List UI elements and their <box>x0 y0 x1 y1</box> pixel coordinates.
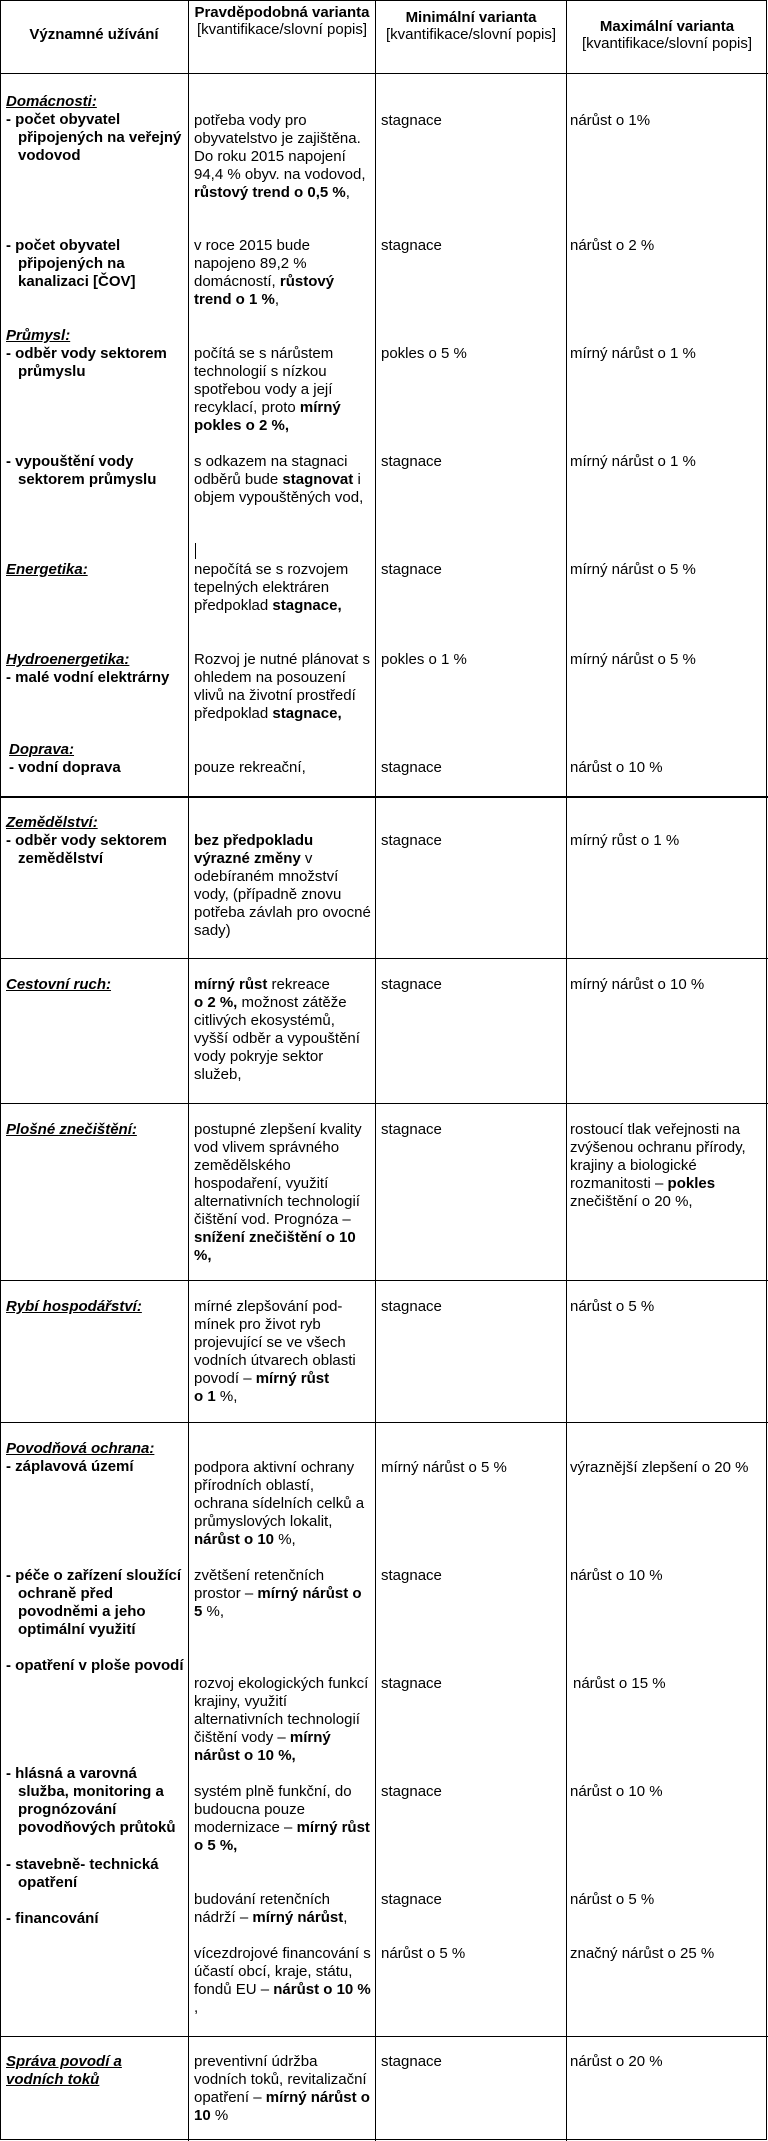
header-sublabel: [kvantifikace/slovní popis] <box>196 21 368 38</box>
probable-cell <box>194 832 372 940</box>
maximal-cell: nárůst o 10 % <box>570 759 663 776</box>
cell-bold: mírný nárůst <box>252 1909 344 1926</box>
minimal-cell: pokles o 5 % <box>381 345 467 362</box>
cell-text: vícezdrojové financování s účastí obcí, kraje, státu, fondů EU – <box>194 1945 371 1998</box>
probable-cell <box>194 1121 372 1265</box>
probable-cell <box>194 1891 372 1927</box>
maximal-cell: nárůst o 1% <box>570 112 651 129</box>
cell-bold: mírný nárůst o 10 <box>194 2089 370 2124</box>
probable-cell <box>194 1298 372 1406</box>
usage-cell <box>6 1765 184 1837</box>
usage-item: - vypouštění vody sektorem průmyslu <box>6 453 157 488</box>
section-title: Hydroenergetika: <box>6 651 130 668</box>
cell-text: mírné zlepšování pod-mínek pro život ryb projevující se ve všech vodních útvarech oblasti povodí – <box>194 1298 356 1387</box>
usage-item: - hlásná a varovná služba, monitoring a prognózování povodňových průtoků <box>6 1765 176 1836</box>
usage-cell <box>6 651 184 687</box>
cell-bold: růstový trend o 1 % <box>194 273 335 308</box>
usage-item: - stavebně- technická opatření <box>6 1856 159 1891</box>
usage-item: - počet obyvatel připojených na veřejný vodovod <box>6 111 182 164</box>
usage-cell <box>6 814 184 868</box>
cell-bold: mírný nárůst o 10 %, <box>194 1729 331 1764</box>
usage-cell <box>6 1298 184 1316</box>
row-divider <box>0 1280 768 1281</box>
header-sublabel: [kvantifikace/slovní popis] <box>581 35 753 52</box>
minimal-cell: pokles o 1 % <box>381 651 467 668</box>
cell-bold: mírný nárůst o 5 <box>194 1585 362 1620</box>
section-title: Doprava: <box>9 741 75 758</box>
cell-bold: snížení znečištění o 10 %, <box>194 1229 356 1264</box>
cell-text: systém plně funkční, do budoucna pouze modernizace – <box>194 1783 352 1836</box>
maximal-cell: nárůst o 20 % <box>570 2053 663 2070</box>
usage-item: - počet obyvatel připojených na kanalizaci [ČOV] <box>6 237 136 290</box>
cell-bold: mírný pokles o 2 %, <box>194 399 341 434</box>
maximal-cell: nárůst o 5 % <box>570 1298 655 1315</box>
maximal-cell: mírný nárůst o 5 % <box>570 651 696 668</box>
cell-text: potřeba vody pro obyvatelstvo je zajištěna. Do roku 2015 napojení 94,4 % obyv. na vodovod, <box>194 112 366 183</box>
header-label: Maximální varianta <box>599 18 735 35</box>
row-divider <box>0 796 768 798</box>
text-cursor <box>195 543 196 559</box>
header-col-maximal <box>567 18 767 52</box>
column-divider <box>566 0 567 2141</box>
cell-text: s odkazem na stagnaci odběrů bude <box>194 453 348 488</box>
section-title: Plošné znečištění: <box>6 1121 137 1138</box>
minimal-cell: stagnace <box>381 1298 442 1315</box>
cell-text: i objem vypouštěných vod, <box>194 471 364 506</box>
cell-text: , <box>343 1909 348 1926</box>
cell-text: budování retenčních nádrží – <box>194 1891 330 1926</box>
section-title: Průmysl: <box>6 327 71 344</box>
usage-item: - odběr vody sektorem průmyslu <box>6 345 167 380</box>
usage-cell <box>6 561 184 579</box>
minimal-cell: stagnace <box>381 2053 442 2070</box>
row-divider <box>0 958 768 959</box>
usage-item: - opatření v ploše povodí <box>6 1657 184 1674</box>
usage-item: - financování <box>6 1910 99 1927</box>
usage-item: - vodní doprava <box>9 759 121 776</box>
cell-bold: mírný růst o 5 %, <box>194 1819 370 1854</box>
maximal-cell <box>570 1121 766 1211</box>
section-title: Domácnosti: <box>6 93 97 110</box>
cell-text: zvětšení retenčních prostor – <box>194 1567 325 1602</box>
maximal-cell: mírný nárůst o 1 % <box>570 453 696 470</box>
probable-cell <box>194 976 372 1084</box>
cell-text: %, <box>206 1603 225 1620</box>
cell-bold: o 2 %, <box>194 994 238 1011</box>
maximal-cell: výraznější zlepšení o 20 % <box>570 1459 749 1476</box>
minimal-cell: stagnace <box>381 976 442 993</box>
cell-bold: stagnovat <box>282 471 354 488</box>
probable-cell <box>194 1783 372 1855</box>
cell-text: , <box>345 184 350 201</box>
cell-bold: nárůst o 10 <box>194 1531 275 1548</box>
probable-cell <box>194 1459 372 1549</box>
usage-cell <box>6 1657 184 1675</box>
header-col-usage <box>0 26 188 43</box>
probable-cell <box>194 1567 372 1621</box>
usage-cell <box>6 1910 184 1928</box>
cell-bold: pokles <box>667 1175 716 1192</box>
maximal-cell: nárůst o 10 % <box>570 1783 663 1800</box>
cell-text: nepočítá se s rozvojem tepelných elektráren předpoklad <box>194 561 349 614</box>
cell-text: %, <box>278 1531 296 1548</box>
minimal-cell: stagnace <box>381 237 442 254</box>
section-title: Cestovní ruch: <box>6 976 112 993</box>
minimal-cell: stagnace <box>381 832 442 849</box>
cell-bold: mírný růst <box>194 976 268 993</box>
probable-cell <box>194 453 372 507</box>
cell-bold: nárůst o 10 % <box>273 1981 371 1998</box>
cell-text: preventivní údržba vodních toků, revitalizační opatření – <box>194 2053 367 2106</box>
minimal-cell: stagnace <box>381 759 442 776</box>
column-divider <box>188 0 189 2141</box>
probable-cell <box>194 651 372 723</box>
cell-bold: stagnace, <box>272 705 342 722</box>
probable-cell <box>194 237 372 309</box>
minimal-cell: stagnace <box>381 112 442 129</box>
usage-item: - záplavová území <box>6 1458 134 1475</box>
maximal-cell: nárůst o 5 % <box>570 1891 655 1908</box>
cell-text: Rozvoj je nutné plánovat s ohledem na posouzení vlivů na životní prostředí předpoklad <box>194 651 370 722</box>
header-label: Pravděpodobná varianta <box>194 4 370 21</box>
maximal-cell: mírný nárůst o 10 % <box>570 976 705 993</box>
maximal-cell: nárůst o 2 % <box>570 237 655 254</box>
row-divider <box>0 1103 768 1104</box>
usage-cell <box>6 2053 156 2089</box>
usage-cell <box>6 237 184 291</box>
usage-cell <box>6 93 184 165</box>
probable-cell <box>194 2053 372 2125</box>
header-col-minimal <box>376 9 566 43</box>
row-divider <box>0 1422 768 1423</box>
cell-text: postupné zlepšení kvality vod vlivem správného zemědělského hospodaření, využití alternativních technologií čištění vod. Prognóza – <box>194 1121 362 1228</box>
cell-bold: o 1 <box>194 1388 216 1405</box>
section-title: Zemědělství: <box>6 814 98 831</box>
usage-cell <box>6 1440 184 1476</box>
maximal-cell: nárůst o 10 % <box>570 1567 663 1584</box>
cell-text: rekreace <box>271 976 330 993</box>
probable-cell: pouze rekreační, <box>194 759 306 776</box>
minimal-cell: stagnace <box>381 1891 442 1908</box>
cell-bold: mírný růst <box>255 1370 330 1387</box>
minimal-cell: stagnace <box>381 561 442 578</box>
usage-item: - malé vodní elektrárny <box>6 669 170 686</box>
cell-text: % <box>214 2107 229 2124</box>
cell-text: v odebíraném množství vody, (případně znovu potřeba závlah pro ovocné sady) <box>194 850 371 939</box>
usage-cell <box>6 453 184 489</box>
cell-text: rozvoj ekologických funkcí krajiny, využití alternativních technologií čištění vody – <box>194 1675 369 1746</box>
column-divider <box>375 0 376 2141</box>
cell-text: %, <box>219 1388 238 1405</box>
usage-item: - odběr vody sektorem zemědělství <box>6 832 167 867</box>
probable-cell <box>194 561 372 615</box>
minimal-cell: mírný nárůst o 5 % <box>381 1459 507 1476</box>
usage-item: - péče o zařízení sloužící ochraně před povodněmi a jeho optimální využití <box>6 1567 182 1638</box>
header-label: Minimální varianta <box>405 9 537 26</box>
minimal-cell: stagnace <box>381 1783 442 1800</box>
section-title: Rybí hospodářství: <box>6 1298 142 1315</box>
usage-cell <box>6 976 184 994</box>
probable-cell <box>194 345 372 435</box>
cell-bold: růstový trend o 0,5 % <box>194 184 346 201</box>
header-col-probable <box>189 4 375 38</box>
usage-cell <box>6 1567 184 1639</box>
header-label: Významné užívání <box>29 26 159 43</box>
cell-text: znečištění o 20 %, <box>570 1193 693 1210</box>
minimal-cell: stagnace <box>381 1675 442 1692</box>
cell-text: , <box>194 1999 199 2016</box>
maximal-cell: značný nárůst o 25 % <box>570 1945 715 1962</box>
row-divider <box>0 2036 768 2037</box>
probable-cell <box>194 112 372 202</box>
usage-cell <box>6 1856 184 1892</box>
cell-bold: stagnace, <box>272 597 342 614</box>
maximal-cell: nárůst o 15 % <box>573 1675 666 1692</box>
cell-text: , <box>274 291 280 308</box>
minimal-cell: nárůst o 5 % <box>381 1945 466 1962</box>
usage-cell <box>6 327 184 381</box>
cell-bold: bez předpokladu výrazné změny <box>194 832 314 867</box>
probable-cell <box>194 1675 372 1765</box>
section-title: Správa povodí a vodních toků <box>6 2053 122 2088</box>
usage-cell <box>6 1121 184 1139</box>
row-divider <box>0 73 768 74</box>
section-title: Povodňová ochrana: <box>6 1440 155 1457</box>
maximal-cell: mírný nárůst o 5 % <box>570 561 696 578</box>
usage-cell <box>6 741 187 777</box>
cell-text: podpora aktivní ochrany přírodních oblastí, ochrana sídelních celků a průmyslových lokalit, <box>194 1459 365 1530</box>
minimal-cell: stagnace <box>381 1567 442 1584</box>
minimal-cell: stagnace <box>381 453 442 470</box>
cell-text: počítá se s nárůstem technologií s nízkou spotřebou vody a její recyklací, proto <box>194 345 334 416</box>
probable-cell <box>194 1945 372 2017</box>
maximal-cell: mírný růst o 1 % <box>570 832 680 849</box>
minimal-cell: stagnace <box>381 1121 442 1138</box>
section-title: Energetika: <box>6 561 88 578</box>
header-sublabel: [kvantifikace/slovní popis] <box>385 26 557 43</box>
cell-text: možnost zátěže citlivých ekosystémů, vyšší odběr a vypouštění vody pokryje sektor služeb, <box>194 994 360 1083</box>
maximal-cell: mírný nárůst o 1 % <box>570 345 696 362</box>
cell-text: v roce 2015 bude napojeno 89,2 % domácností, <box>194 237 310 290</box>
cell-text: rostoucí tlak veřejnosti na zvýšenou ochranu přírody, krajiny a biologické rozmanitosti – <box>570 1121 746 1192</box>
